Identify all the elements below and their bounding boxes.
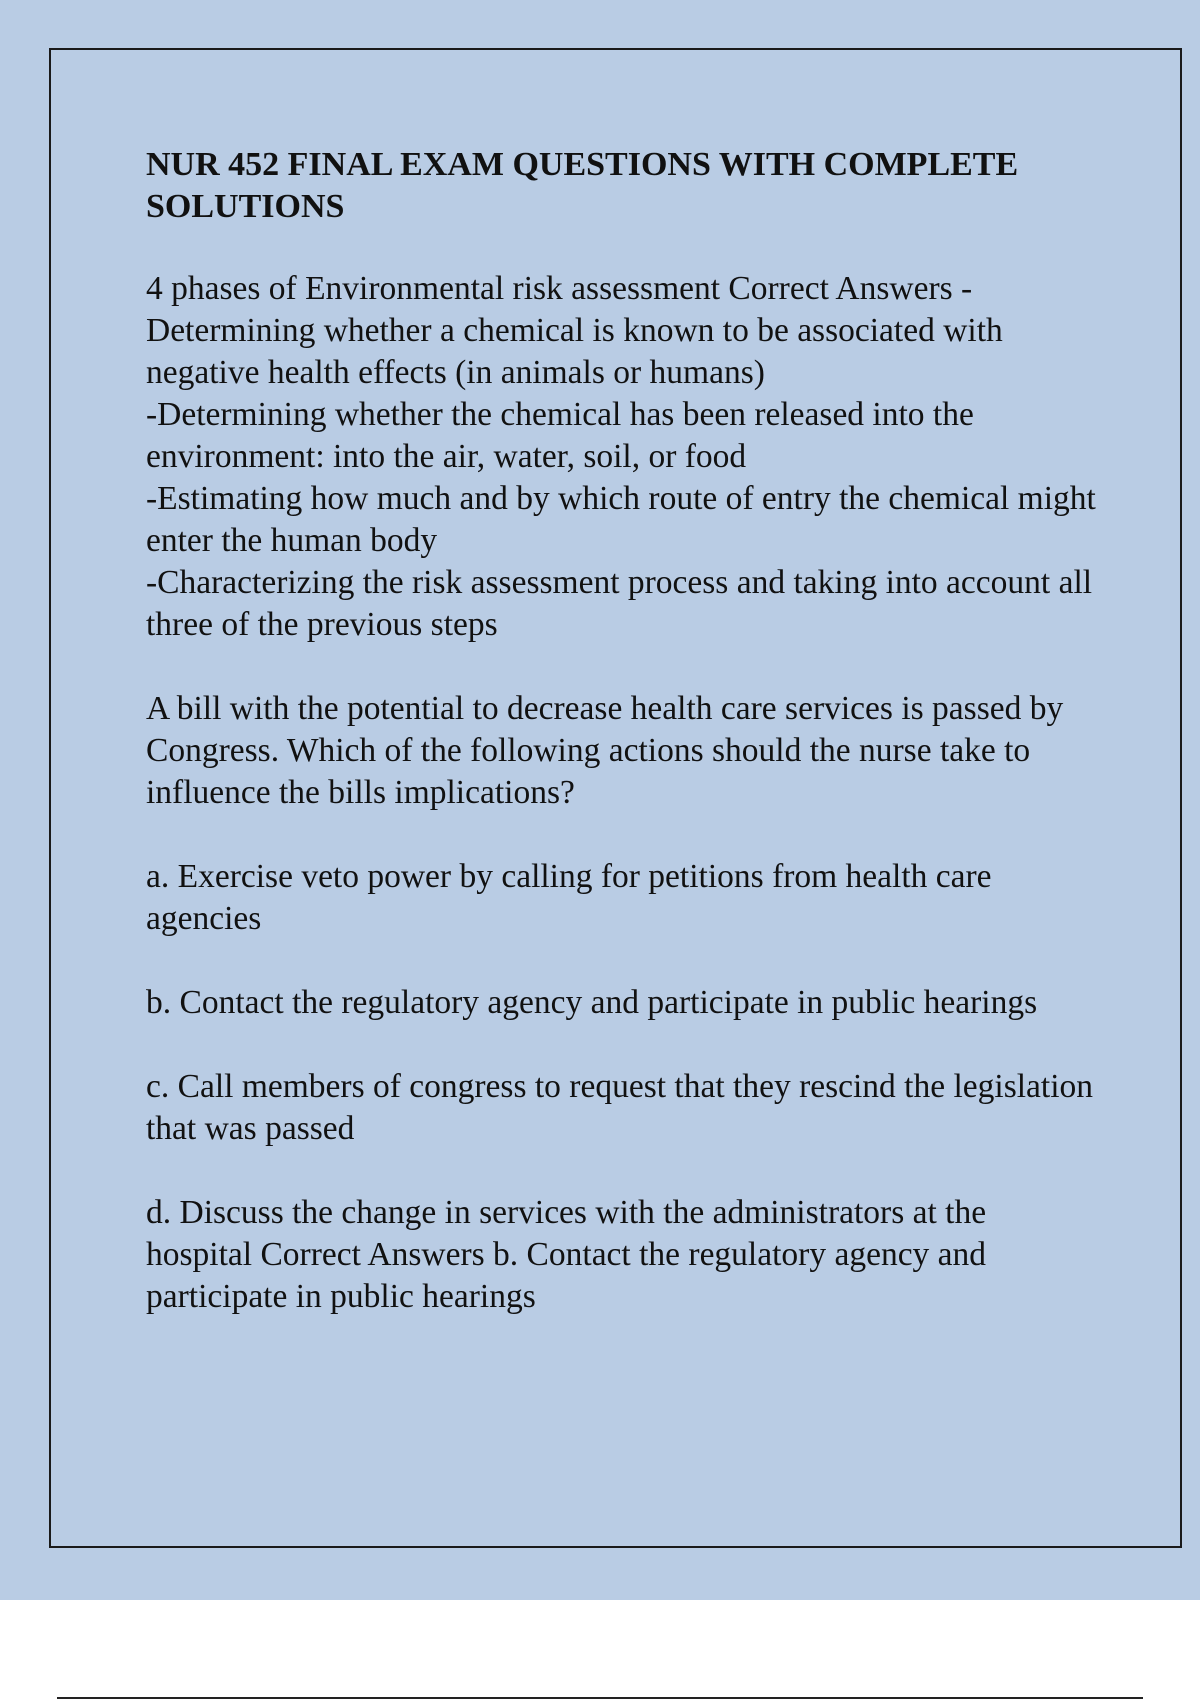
question-2-option-d-with-answer: d. Discuss the change in services with the administrators at the hospital Correct Answers b. Contact the regulatory agency and participate in public hearings [146, 1194, 987, 1315]
question-2-option-c: c. Call members of congress to request that they rescind the legislation that was passed [146, 1068, 1094, 1147]
question-2-stem: A bill with the potential to decrease health care services is passed by Congress. Which of the following actions should the nurse take to influence the bills implications? [146, 690, 1064, 811]
question-2-option-b: b. Contact the regulatory agency and participate in public hearings [146, 984, 1038, 1021]
question-1-intro: 4 phases of Environmental risk assessment Correct Answers - Determining whether a chemical is known to be associated with negative health effects (in animals or humans) [146, 270, 1003, 391]
footer-divider [57, 1697, 1143, 1699]
document-title: NUR 452 FINAL EXAM QUESTIONS WITH COMPLETE SOLUTIONS [146, 146, 1019, 225]
question-2-option-a: a. Exercise veto power by calling for petitions from health care agencies [146, 858, 992, 937]
question-1 [146, 268, 1096, 646]
question-1-step: -Estimating how much and by which route of entry the chemical might enter the human body [146, 480, 1096, 559]
question-1-step: -Characterizing the risk assessment process and taking into account all three of the previous steps [146, 564, 1093, 643]
question-1-step: -Determining whether the chemical has been released into the environment: into the air, water, soil, or food [146, 396, 974, 475]
document-body [146, 144, 1096, 1360]
